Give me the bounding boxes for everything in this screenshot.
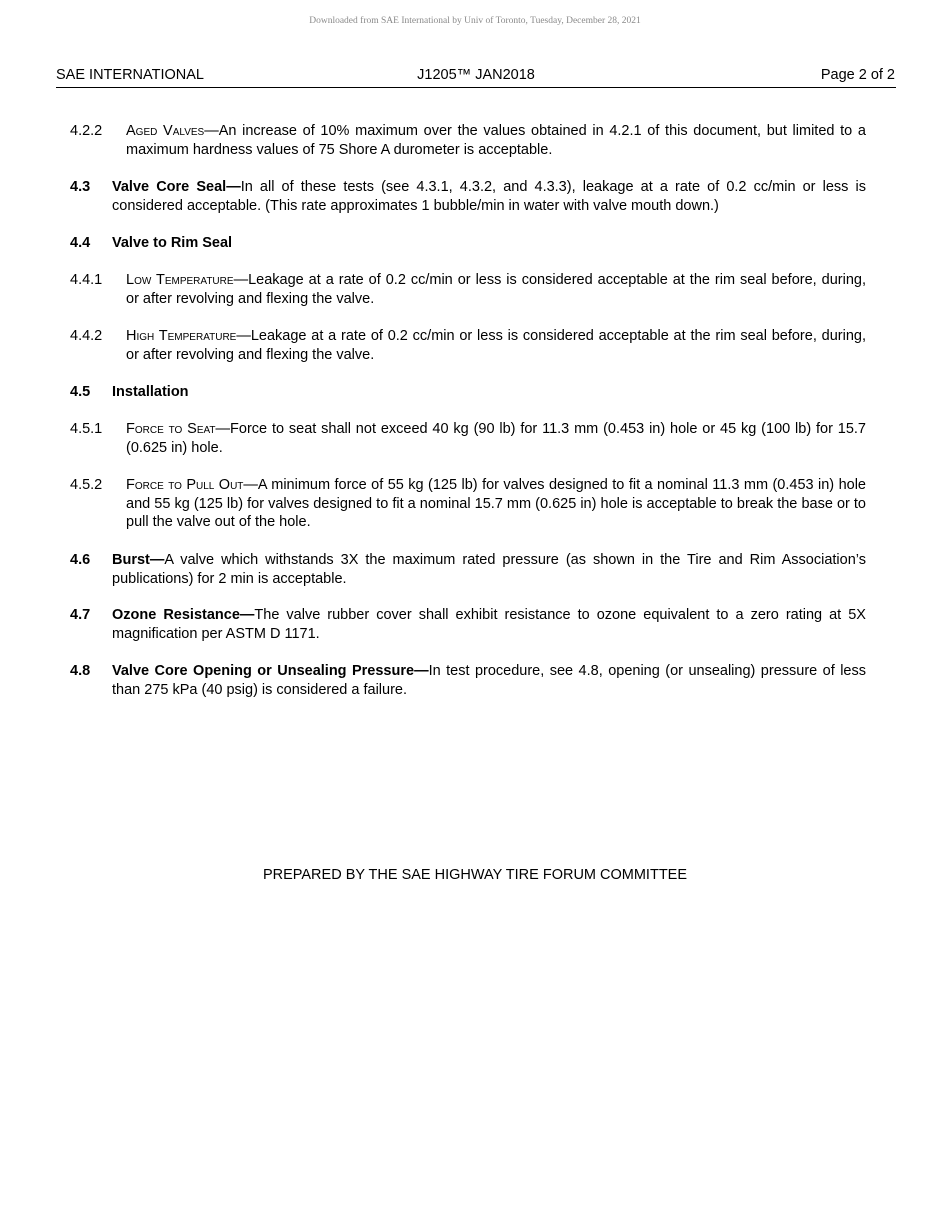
section-title: Installation (112, 384, 189, 400)
section-number: 4.5.1 (70, 421, 103, 437)
section-title: High Temperature (126, 328, 237, 344)
section-text: —An increase of 10% maximum over the values obtained in 4.2.1 of this document, but limited to a maximum hardness values of 75 Shore A durometer is acceptable. (126, 123, 866, 158)
header-page-number: Page 2 of 2 (820, 67, 895, 83)
section-number: 4.4 (70, 235, 91, 251)
section-text: —Force to seat shall not exceed 40 kg (90 lb) for 11.3 mm (0.453 in) hole or 45 kg (100 lb) for 15.7 (0.625 in) hole. (126, 421, 866, 456)
section-number: 4.2.2 (70, 123, 103, 139)
section-title: Low Temperature (126, 272, 234, 288)
section-text: In all of these tests (see 4.3.1, 4.3.2, and 4.3.3), leakage at a rate of 0.2 cc/min or less is considered acceptable. (This rate approximates 1 bubble/min in water with valve mouth down.) (112, 179, 867, 214)
page-header (56, 67, 896, 88)
section-4-4-2 (70, 327, 866, 364)
section-title: Force to Seat (126, 421, 216, 437)
section-title: Burst— (112, 552, 165, 568)
section-text: The valve rubber cover shall exhibit resistance to ozone equivalent to a zero rating at 5X magnification per ASTM D 1171. (112, 607, 866, 642)
section-title: Force to Pull Out (126, 477, 244, 493)
section-4-3 (70, 178, 866, 215)
section-title: Valve Core Seal— (112, 179, 241, 195)
section-4-5-1 (70, 420, 866, 457)
section-number: 4.7 (70, 607, 91, 623)
section-4-6 (70, 551, 866, 588)
section-number: 4.6 (70, 552, 91, 568)
section-4-4 (70, 234, 866, 253)
section-number: 4.5 (70, 384, 91, 400)
section-title: Ozone Resistance— (112, 607, 255, 623)
section-number: 4.5.2 (70, 477, 103, 493)
download-watermark: Downloaded from SAE International by Univ of Toronto, Tuesday, December 28, 2021 (309, 16, 641, 26)
section-text: A valve which withstands 3X the maximum rated pressure (as shown in the Tire and Rim Association’s publications) for 2 min is acceptable. (112, 552, 866, 587)
header-doc-id: J1205™ JAN2018 (417, 67, 535, 83)
section-4-4-1 (70, 271, 866, 308)
section-4-2-2 (70, 122, 866, 159)
section-4-8 (70, 662, 866, 699)
committee-footer: PREPARED BY THE SAE HIGHWAY TIRE FORUM COMMITTEE (262, 867, 688, 883)
section-text: —Leakage at a rate of 0.2 cc/min or less is considered acceptable at the rim seal before, during, or after revolving and flexing the valve. (126, 328, 866, 363)
section-4-5 (70, 383, 866, 402)
section-4-7 (70, 606, 866, 643)
section-number: 4.8 (70, 663, 91, 679)
header-org: SAE INTERNATIONAL (56, 67, 204, 83)
section-number: 4.3 (70, 179, 91, 195)
section-number: 4.4.1 (70, 272, 103, 288)
section-text: In test procedure, see 4.8, opening (or unsealing) pressure of less than 275 kPa (40 psig) is considered a failure. (112, 663, 867, 698)
section-text: —Leakage at a rate of 0.2 cc/min or less is considered acceptable at the rim seal before, during, or after revolving and flexing the valve. (126, 272, 866, 307)
section-4-5-2 (70, 476, 866, 532)
section-title: Aged Valves (126, 123, 205, 139)
section-text: —A minimum force of 55 kg (125 lb) for valves designed to fit a nominal 11.3 mm (0.453 in) hole and 55 kg (125 lb) for valves designed to fit a nominal 15.7 mm (0.625 in) hole is acceptable to break the base or to pull the valve out of the hole. (126, 477, 866, 530)
section-title: Valve to Rim Seal (112, 235, 233, 251)
section-number: 4.4.2 (70, 328, 103, 344)
section-title: Valve Core Opening or Unsealing Pressure— (112, 663, 429, 679)
